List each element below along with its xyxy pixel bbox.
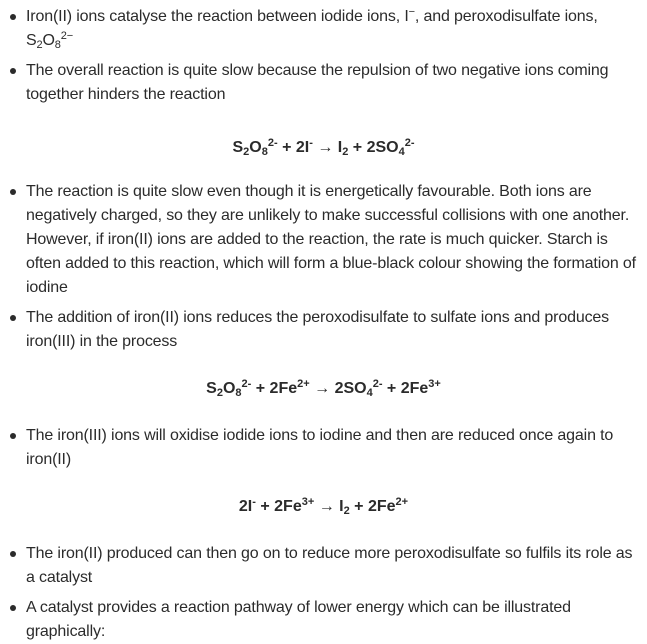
bullet-iron-catalyse — [6, 5, 641, 53]
bullet-list-lower — [6, 424, 641, 472]
bullet-text: The reaction is quite slow even though it is energetically favourable. Both ions are negatively charged, so they are unlikely to make successful collisions with one another. However, if iron(II) ions are added to the reaction, the rate is much quicker. Starch is often added to this reaction, which will form a blue-black colour showing the formation of iodine — [26, 183, 636, 296]
bullet-addition-iron — [6, 306, 641, 354]
bullet-text: The iron(III) ions will oxidise iodide ions to iodine and then are reduced once again to iron(II) — [26, 427, 614, 468]
bullet-text: The iron(II) produced can then go on to reduce more peroxodisulfate so fulfils its role as a catalyst — [26, 545, 633, 586]
formula-sub: 8 — [54, 38, 61, 51]
iodide-charge: − — [408, 5, 415, 18]
bullet-pathway-lower-energy — [6, 596, 641, 644]
bullet-list-top — [6, 5, 641, 107]
bullet-text: The addition of iron(II) ions reduces the peroxodisulfate to sulfate ions and produces iron(III) in the process — [26, 309, 610, 350]
equation-step-two: $2I^- + 2Fe^{3+} \to I_2 + 2Fe^{2+}$ — [238, 495, 409, 517]
bullet-list-bottom — [6, 542, 641, 644]
formula-part: S — [26, 32, 37, 49]
formula-part: O — [42, 32, 55, 49]
formula-sub: 2 — [36, 38, 43, 51]
bullet-text: , and peroxodisulfate ions, — [414, 8, 598, 25]
formula-charge: 2− — [60, 29, 74, 42]
equation-overall: $S_2O_8^{2-} + 2I^- \to I_2 + 2SO_4^{2-}$ — [232, 136, 415, 158]
bullet-text: Iron(II) ions catalyse the reaction between iodide ions, I — [26, 8, 409, 25]
bullet-reaction-slow — [6, 59, 641, 107]
bullet-list-middle — [6, 180, 641, 354]
equation-step-one: $S_2O_8^{2-} + 2Fe^{2+} \to 2SO_4^{2-} + 2Fe^{3+}$ — [206, 377, 441, 399]
bullet-iron-three-oxidise — [6, 424, 641, 472]
bullet-text: A catalyst provides a reaction pathway of lower energy which can be illustrated graphically: — [26, 599, 571, 640]
bullet-energetically-favourable — [6, 180, 641, 300]
bullet-catalyst-role — [6, 542, 641, 590]
bullet-text: The overall reaction is quite slow because the repulsion of two negative ions coming together hinders the reaction — [26, 62, 609, 103]
